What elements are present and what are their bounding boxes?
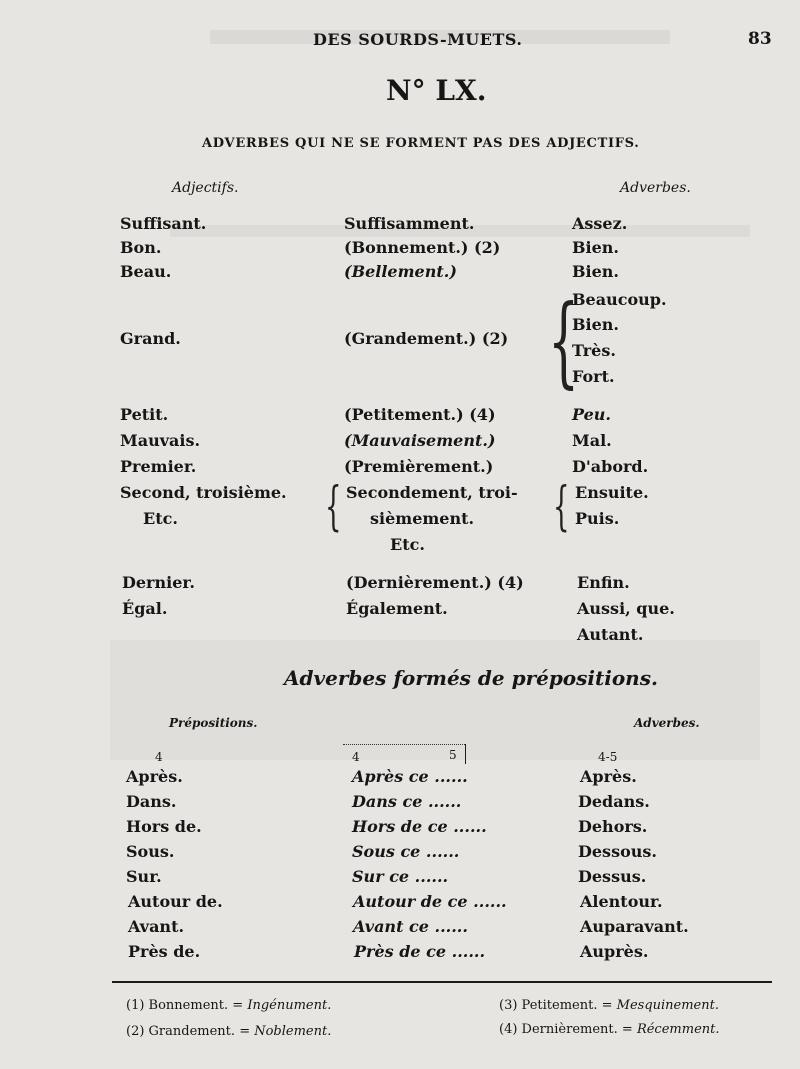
adverb: D'abord. xyxy=(572,457,649,476)
preposition: Hors de. xyxy=(126,817,202,836)
prepositional-phrase: Autour de ce ...... xyxy=(353,892,507,911)
adverb: Alentour. xyxy=(580,892,663,911)
adverb: Mal. xyxy=(572,431,612,450)
adverb: Dedans. xyxy=(578,792,650,811)
adverb-form: (Grandement.) (2) xyxy=(344,329,509,348)
equals-sign: = xyxy=(621,1022,633,1037)
preposition: Sur. xyxy=(126,867,162,886)
adjective: Grand. xyxy=(120,329,181,348)
footnote-1 xyxy=(126,998,331,1013)
adjective: Mauvais. xyxy=(120,431,201,450)
adverb-form: Etc. xyxy=(390,535,425,554)
adverb: Bien. xyxy=(572,238,619,257)
adverb-form: (Bonnement.) (2) xyxy=(344,238,501,257)
bracket-rule xyxy=(465,744,466,764)
adjective: Dernier. xyxy=(122,573,195,592)
footnote-term: (3) Petitement. xyxy=(499,998,598,1013)
footnote-term: (1) Bonnement. xyxy=(126,998,229,1013)
section-title: Adverbes formés de prépositions. xyxy=(284,666,658,690)
adverb-form: (Petitement.) (4) xyxy=(344,405,496,424)
adverb: Aussi, que. xyxy=(577,599,675,618)
adverb: Fort. xyxy=(572,367,615,386)
adverb: Peu. xyxy=(572,405,611,424)
adverb: Très. xyxy=(572,341,616,360)
prepositional-phrase: Sous ce ...... xyxy=(352,842,460,861)
footnote-synonym: Mesquinement. xyxy=(616,998,719,1013)
footnote-rule xyxy=(112,981,772,983)
adverb: Auprès. xyxy=(580,942,649,961)
equals-sign: = xyxy=(232,998,244,1013)
prepositional-phrase: Avant ce ...... xyxy=(353,917,468,936)
adverb-form: Suffisamment. xyxy=(344,214,475,233)
equals-sign: = xyxy=(239,1024,251,1039)
footnote-synonym: Ingénument. xyxy=(247,998,332,1013)
adverb-form: sièmement. xyxy=(370,509,475,528)
preposition: Dans. xyxy=(126,792,177,811)
adverb: Beaucoup. xyxy=(572,290,667,309)
footnote-4 xyxy=(499,1022,720,1037)
adjective: Petit. xyxy=(120,405,169,424)
preposition: Sous. xyxy=(126,842,175,861)
prepositional-phrase: Après ce ...... xyxy=(352,767,468,786)
adverb: Dessous. xyxy=(578,842,657,861)
adverb-form: (Bellement.) xyxy=(344,262,457,281)
preposition: Après. xyxy=(126,767,183,786)
footnote-synonym: Noblement. xyxy=(254,1024,332,1039)
adjective: Beau. xyxy=(120,262,172,281)
adverb-form: (Dernièrement.) (4) xyxy=(346,573,524,592)
equals-sign: = xyxy=(601,998,613,1013)
running-title: DES SOURDS-MUETS. xyxy=(313,30,523,49)
adjective: Premier. xyxy=(120,457,197,476)
adverb: Dessus. xyxy=(578,867,647,886)
adverb: Après. xyxy=(580,767,637,786)
lesson-number: 4-5 xyxy=(598,750,618,764)
prepositional-phrase: Près de ce ...... xyxy=(354,942,486,961)
adverb: Auparavant. xyxy=(580,917,689,936)
brace-icon: { xyxy=(553,477,570,537)
brace-icon: { xyxy=(325,477,342,537)
preposition: Près de. xyxy=(128,942,201,961)
adverb: Enfin. xyxy=(577,573,630,592)
column-head-adverbes: Adverbes. xyxy=(620,180,691,196)
footnote-term: (2) Grandement. xyxy=(126,1024,236,1039)
table-subtitle: ADVERBES QUI NE SE FORMENT PAS DES ADJECTIFS. xyxy=(202,136,640,151)
column-head-prepositions: Prépositions. xyxy=(169,716,258,730)
lesson-number: 4 xyxy=(155,750,163,764)
footnote-synonym: Récemment. xyxy=(636,1022,720,1037)
brace-icon: { xyxy=(548,285,580,399)
adverb-form: Secondement, troi- xyxy=(346,483,518,502)
adjective: Etc. xyxy=(143,509,178,528)
adjective: Suffisant. xyxy=(120,214,207,233)
show-through-decoration xyxy=(110,640,760,760)
adverb: Bien. xyxy=(572,315,619,334)
adverb: Puis. xyxy=(575,509,620,528)
lesson-number: 5 xyxy=(449,748,457,762)
dotted-rule xyxy=(343,744,465,746)
footnote-2 xyxy=(126,1024,331,1039)
footnote-term: (4) Dernièrement. xyxy=(499,1022,618,1037)
adverb-form: (Premièrement.) xyxy=(344,457,494,476)
preposition: Autour de. xyxy=(128,892,223,911)
adjective: Égal. xyxy=(122,599,168,618)
preposition: Avant. xyxy=(128,917,185,936)
prepositional-phrase: Sur ce ...... xyxy=(352,867,449,886)
footnote-3 xyxy=(499,998,719,1013)
table-number: N° LX. xyxy=(386,74,487,107)
lesson-number: 4 xyxy=(352,750,360,764)
adverb: Autant. xyxy=(577,625,644,644)
adjective: Second, troisième. xyxy=(120,483,287,502)
column-head-adverbes: Adverbes. xyxy=(634,716,700,730)
adverb-form: (Mauvaisement.) xyxy=(344,431,496,450)
adverb-form: Également. xyxy=(346,599,448,618)
adverb: Bien. xyxy=(572,262,619,281)
page-number: 83 xyxy=(748,29,772,49)
prepositional-phrase: Hors de ce ...... xyxy=(352,817,487,836)
prepositional-phrase: Dans ce ...... xyxy=(352,792,462,811)
adverb: Dehors. xyxy=(578,817,648,836)
adverb: Assez. xyxy=(572,214,628,233)
column-head-adjectifs: Adjectifs. xyxy=(172,180,239,196)
adjective: Bon. xyxy=(120,238,162,257)
adverb: Ensuite. xyxy=(575,483,649,502)
